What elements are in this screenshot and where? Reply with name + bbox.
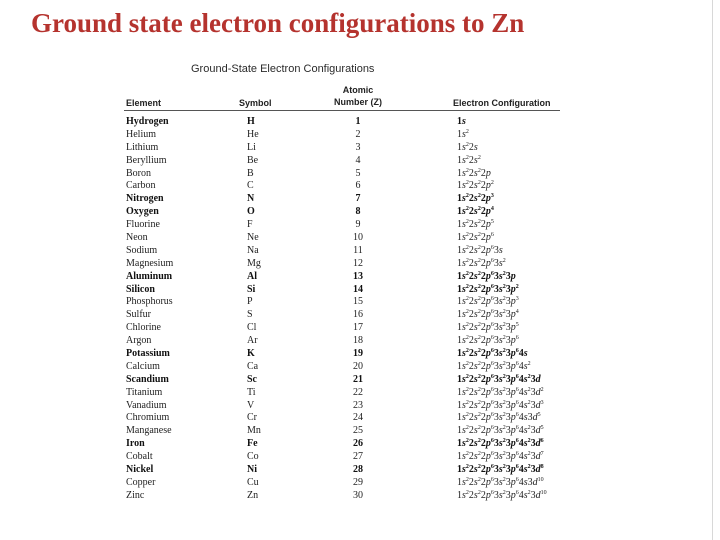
element-symbol: Cl bbox=[247, 322, 257, 334]
atomic-number: 7 bbox=[355, 193, 361, 205]
table-body bbox=[0, 116, 720, 503]
electron-configuration: $1s^22s^22p^5$ bbox=[457, 219, 494, 231]
electron-configuration: $1s^22s^22p^3$ bbox=[457, 193, 494, 205]
element-name: Chlorine bbox=[126, 322, 161, 334]
electron-configuration: $1s^22s$ bbox=[457, 141, 478, 153]
element-name: Copper bbox=[126, 476, 156, 488]
element-name: Scandium bbox=[126, 373, 169, 385]
element-name: Neon bbox=[126, 232, 148, 244]
atomic-number: 23 bbox=[353, 399, 363, 411]
element-name: Nitrogen bbox=[126, 193, 164, 205]
element-symbol: Li bbox=[247, 141, 256, 153]
electron-configuration: $1s^22s^22p^63s^23p^64s3d^5$ bbox=[457, 412, 541, 424]
element-symbol: O bbox=[247, 206, 255, 218]
table-row bbox=[0, 374, 720, 387]
atomic-number: 19 bbox=[353, 348, 363, 360]
element-symbol: Na bbox=[247, 244, 259, 256]
element-symbol: Cr bbox=[247, 412, 257, 424]
table-row bbox=[0, 155, 720, 168]
table-row bbox=[0, 464, 720, 477]
element-name: Nickel bbox=[126, 464, 154, 476]
element-name: Beryllium bbox=[126, 154, 167, 166]
element-symbol: Ne bbox=[247, 232, 259, 244]
atomic-number: 21 bbox=[353, 373, 363, 385]
table-row bbox=[0, 129, 720, 142]
element-symbol: Mn bbox=[247, 425, 261, 437]
element-name: Potassium bbox=[126, 348, 170, 360]
element-name: Vanadium bbox=[126, 399, 167, 411]
table-row bbox=[0, 193, 720, 206]
header-electron-configuration: Electron Configuration bbox=[453, 98, 551, 108]
element-symbol: C bbox=[247, 180, 254, 192]
table-row bbox=[0, 309, 720, 322]
atomic-number: 8 bbox=[355, 206, 361, 218]
table-header bbox=[0, 84, 720, 110]
electron-configuration: $1s^22s^22p^63s^23p^64s$ bbox=[457, 348, 528, 360]
atomic-number: 17 bbox=[353, 322, 363, 334]
electron-configuration: 1s bbox=[457, 116, 466, 127]
element-symbol: V bbox=[247, 399, 255, 411]
atomic-number: 27 bbox=[353, 451, 363, 463]
electron-configuration: $1s^22s^22p^63s^23p^64s^23d^{10}$ bbox=[457, 489, 547, 501]
table-row bbox=[0, 219, 720, 232]
electron-configuration: $1s^22s^22p^63s^23p^2$ bbox=[457, 283, 519, 295]
atomic-number: 29 bbox=[353, 476, 363, 488]
atomic-number: 24 bbox=[353, 412, 363, 424]
element-name: Manganese bbox=[126, 425, 172, 437]
element-name: Boron bbox=[126, 167, 151, 179]
electron-configuration: $1s^22s^22p^63s^2$ bbox=[457, 257, 506, 269]
electron-configuration: $1s^22s^22p^63s^23p^64s^23d$ bbox=[457, 373, 541, 385]
table-caption: Ground-State Electron Configurations bbox=[191, 63, 375, 75]
electron-configuration: $1s^2$ bbox=[457, 128, 469, 140]
element-name: Calcium bbox=[126, 360, 160, 372]
table-row bbox=[0, 116, 720, 129]
atomic-number: 22 bbox=[353, 386, 363, 398]
slide-title: Ground state electron configurations to Zn bbox=[31, 8, 525, 38]
electron-configuration: $1s^22s^22p^63s^23p^64s^23d^8$ bbox=[457, 464, 544, 476]
atomic-number: 1 bbox=[355, 116, 361, 127]
element-name: Lithium bbox=[126, 141, 159, 153]
electron-configuration: $1s^22s^22p^63s^23p^64s^23d^3$ bbox=[457, 399, 544, 411]
electron-configuration: $1s^22s^22p^63s^23p^5$ bbox=[457, 322, 519, 334]
electron-configuration: $1s^22s^22p^63s^23p^4$ bbox=[457, 309, 519, 321]
table-row bbox=[0, 451, 720, 464]
atomic-number: 25 bbox=[353, 425, 363, 437]
header-atomic-number bbox=[318, 84, 398, 108]
table-row bbox=[0, 490, 720, 503]
atomic-number: 3 bbox=[355, 141, 361, 153]
atomic-number: 26 bbox=[353, 438, 363, 450]
element-name: Iron bbox=[126, 438, 145, 450]
table-row bbox=[0, 296, 720, 309]
element-name: Magnesium bbox=[126, 257, 174, 269]
element-symbol: Ni bbox=[247, 464, 257, 476]
table-row bbox=[0, 271, 720, 284]
element-symbol: Cu bbox=[247, 476, 259, 488]
element-symbol: K bbox=[247, 348, 255, 360]
table-row bbox=[0, 361, 720, 374]
element-name: Zinc bbox=[126, 489, 145, 501]
element-symbol: S bbox=[247, 309, 253, 321]
atomic-number: 16 bbox=[353, 309, 363, 321]
table-row bbox=[0, 400, 720, 413]
table-row bbox=[0, 284, 720, 297]
electron-configuration: $1s^22s^22p^4$ bbox=[457, 206, 494, 218]
electron-configuration: $1s^22s^22p^63s^23p^64s3d^{10}$ bbox=[457, 476, 544, 488]
atomic-number: 14 bbox=[353, 283, 363, 295]
element-name: Silicon bbox=[126, 283, 155, 295]
electron-configuration: $1s^22s^22p^2$ bbox=[457, 180, 494, 192]
element-symbol: Sc bbox=[247, 373, 257, 385]
table-row bbox=[0, 348, 720, 361]
atomic-number: 10 bbox=[353, 232, 363, 244]
table-row bbox=[0, 477, 720, 490]
element-name: Fluorine bbox=[126, 219, 160, 231]
element-symbol: Ca bbox=[247, 360, 259, 372]
electron-configuration: $1s^22s^22p^63s^23p^64s^23d^6$ bbox=[457, 438, 544, 450]
header-element: Element bbox=[126, 98, 162, 108]
element-name: Sodium bbox=[126, 244, 158, 256]
element-name: Cobalt bbox=[126, 451, 153, 463]
table-row bbox=[0, 168, 720, 181]
table-row bbox=[0, 206, 720, 219]
electron-configuration: $1s^22s^22p^63s^23p^64s^2$ bbox=[457, 360, 531, 372]
element-name: Phosphorus bbox=[126, 296, 173, 308]
atomic-number: 13 bbox=[353, 270, 363, 282]
atomic-number: 15 bbox=[353, 296, 363, 308]
element-symbol: Ti bbox=[247, 386, 256, 398]
atomic-number: 18 bbox=[353, 335, 363, 347]
element-symbol: Zn bbox=[247, 489, 259, 501]
element-name: Argon bbox=[126, 335, 152, 347]
table-row bbox=[0, 425, 720, 438]
element-symbol: Mg bbox=[247, 257, 261, 269]
header-atomic-number-line1: Atomic bbox=[342, 85, 374, 95]
electron-configuration: $1s^22s^2$ bbox=[457, 154, 481, 166]
element-name: Oxygen bbox=[126, 206, 159, 218]
element-symbol: N bbox=[247, 193, 255, 205]
atomic-number: 11 bbox=[353, 244, 363, 256]
element-name: Carbon bbox=[126, 180, 156, 192]
table-row bbox=[0, 335, 720, 348]
element-name: Hydrogen bbox=[126, 116, 169, 127]
electron-configuration: $1s^22s^22p^63s^23p^64s^23d^2$ bbox=[457, 386, 544, 398]
electron-configuration: $1s^22s^22p^63s^23p^64s^23d^7$ bbox=[457, 451, 544, 463]
table-row bbox=[0, 232, 720, 245]
atomic-number: 20 bbox=[353, 360, 363, 372]
element-name: Chromium bbox=[126, 412, 170, 424]
element-symbol: Al bbox=[247, 270, 257, 282]
table-row bbox=[0, 245, 720, 258]
element-symbol: F bbox=[247, 219, 253, 231]
atomic-number: 5 bbox=[355, 167, 361, 179]
element-name: Sulfur bbox=[126, 309, 151, 321]
table-row bbox=[0, 142, 720, 155]
atomic-number: 9 bbox=[355, 219, 361, 231]
element-symbol: He bbox=[247, 128, 259, 140]
table-row bbox=[0, 412, 720, 425]
table-row bbox=[0, 258, 720, 271]
table-row bbox=[0, 438, 720, 451]
header-atomic-number-line2: Number (Z) bbox=[334, 97, 382, 107]
table-row bbox=[0, 322, 720, 335]
header-symbol: Symbol bbox=[239, 98, 272, 108]
electron-configuration: $1s^22s^22p^63s^23p$ bbox=[457, 270, 516, 282]
element-symbol: Si bbox=[247, 283, 256, 295]
element-name: Helium bbox=[126, 128, 156, 140]
element-symbol: Fe bbox=[247, 438, 258, 450]
electron-configuration: $1s^22s^22p^63s$ bbox=[457, 244, 503, 256]
electron-configuration: $1s^22s^22p^63s^23p^3$ bbox=[457, 296, 519, 308]
atomic-number: 12 bbox=[353, 257, 363, 269]
element-symbol: B bbox=[247, 167, 254, 179]
electron-configuration: $1s^22s^22p^63s^23p^64s^23d^5$ bbox=[457, 425, 544, 437]
atomic-number: 6 bbox=[355, 180, 361, 192]
atomic-number: 28 bbox=[353, 464, 363, 476]
electron-configuration: $1s^22s^22p^63s^23p^6$ bbox=[457, 335, 519, 347]
element-symbol: Be bbox=[247, 154, 259, 166]
atomic-number: 30 bbox=[353, 489, 363, 501]
atomic-number: 4 bbox=[355, 154, 361, 166]
header-rule bbox=[124, 110, 560, 111]
element-symbol: P bbox=[247, 296, 253, 308]
electron-configuration: $1s^22s^22p$ bbox=[457, 167, 491, 179]
table-row bbox=[0, 180, 720, 193]
element-name: Aluminum bbox=[126, 270, 173, 282]
element-symbol: Co bbox=[247, 451, 259, 463]
atomic-number: 2 bbox=[355, 128, 361, 140]
element-symbol: H bbox=[247, 116, 255, 127]
table-row bbox=[0, 387, 720, 400]
element-name: Titanium bbox=[126, 386, 163, 398]
element-symbol: Ar bbox=[247, 335, 258, 347]
electron-configuration: $1s^22s^22p^6$ bbox=[457, 232, 494, 244]
